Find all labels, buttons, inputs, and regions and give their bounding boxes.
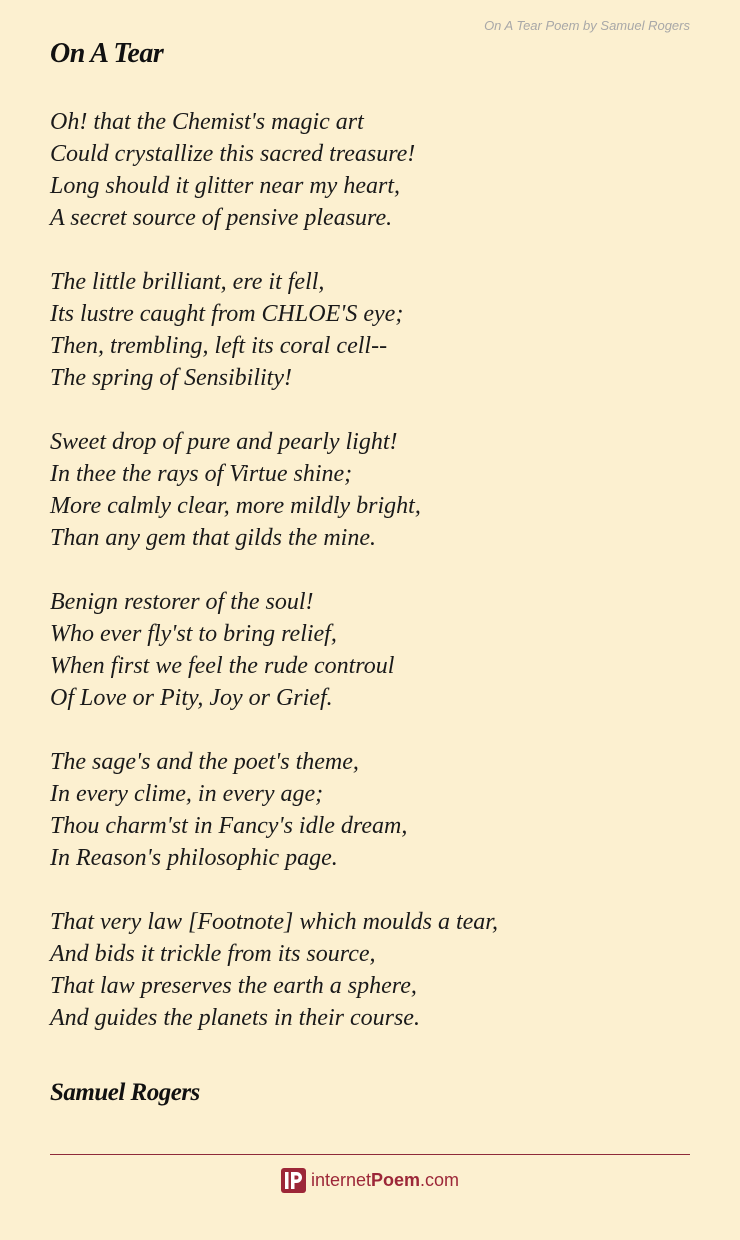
poem-line: In Reason's philosophic page. [50,845,338,871]
poem-line: In thee the rays of Virtue shine; [50,461,353,487]
poem-line: Oh! that the Chemist's magic art [50,109,364,135]
poem-title: On A Tear [50,38,164,69]
header-caption: On A Tear Poem by Samuel Rogers [484,18,690,33]
brand-strong: Poem [371,1169,421,1190]
poem-line: When first we feel the rude controul [50,653,395,679]
brand-suffix: .com [420,1169,460,1190]
brand-text [311,1170,459,1191]
poem-line: Benign restorer of the soul! [50,589,314,615]
poem-line: Sweet drop of pure and pearly light! [50,429,398,455]
poem-line: And guides the planets in their course. [50,1005,420,1031]
poem-line: Of Love or Pity, Joy or Grief. [50,685,333,711]
stanza-4 [50,586,690,714]
poem-line: Than any gem that gilds the mine. [50,525,376,551]
poem-line: Thou charm'st in Fancy's idle dream, [50,813,408,839]
poem-line: Who ever fly'st to bring relief, [50,621,337,647]
poem-body [50,106,690,1066]
poem-line: More calmly clear, more mildly bright, [50,493,421,519]
poem-line: That law preserves the earth a sphere, [50,973,417,999]
brand-prefix: internet [310,1169,371,1190]
poem-line: And bids it trickle from its source, [50,941,376,967]
poem-author: Samuel Rogers [50,1079,200,1106]
poem-line: The little brilliant, ere it fell, [50,269,325,295]
poem-line: In every clime, in every age; [50,781,324,807]
poem-line: Then, trembling, left its coral cell-- [50,333,388,359]
stanza-6 [50,906,690,1034]
poem-line: The spring of Sensibility! [50,365,292,391]
poem-line: Its lustre caught from CHLOE'S eye; [50,301,404,327]
poem-line: The sage's and the poet's theme, [50,749,359,775]
poem-line: Long should it glitter near my heart, [50,173,400,199]
stanza-5 [50,746,690,874]
stanza-2 [50,266,690,394]
poem-line: That very law [Footnote] which moulds a tear, [50,909,498,935]
footer-divider [50,1154,690,1155]
poem-line: Could crystallize this sacred treasure! [50,141,416,167]
internetpoem-logo-icon [281,1168,306,1193]
stanza-3 [50,426,690,554]
footer-brand-link[interactable] [0,1166,740,1194]
stanza-1 [50,106,690,234]
poem-line: A secret source of pensive pleasure. [50,205,393,231]
